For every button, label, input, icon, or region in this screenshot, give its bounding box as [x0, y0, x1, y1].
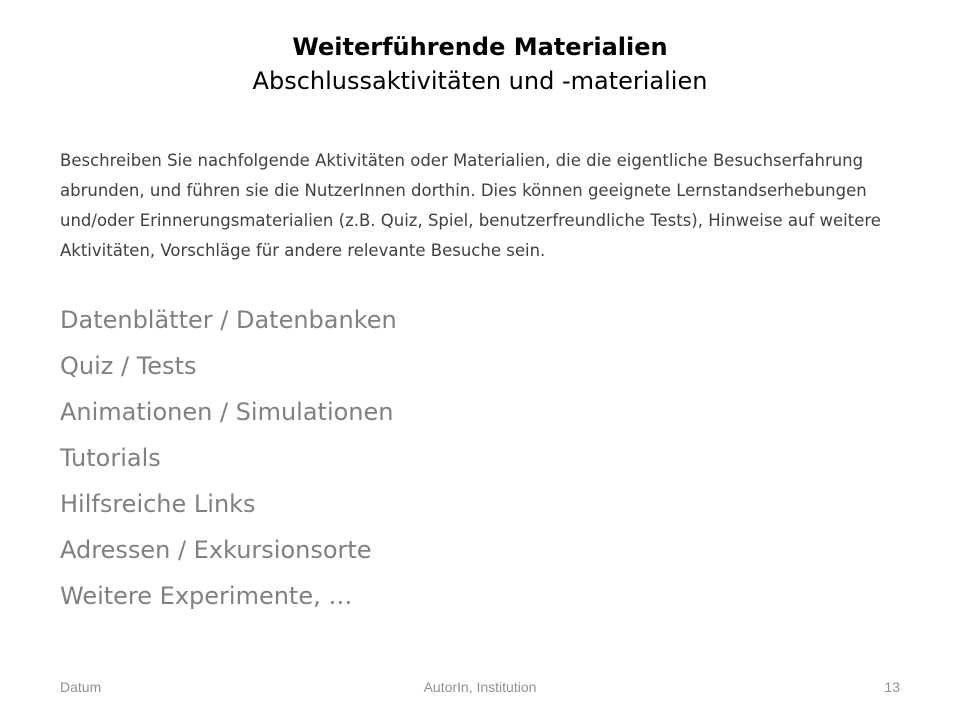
footer-author: AutorIn, Institution: [423, 679, 537, 695]
list-item: Quiz / Tests: [60, 352, 197, 380]
list-item: Tutorials: [60, 444, 161, 472]
slide-title-block: [0, 30, 960, 98]
list-item: Adressen / Exkursionsorte: [60, 536, 372, 564]
slide-title: Weiterführende Materialien: [292, 33, 668, 61]
footer-date: Datum: [60, 679, 102, 695]
slide-subtitle: Abschlussaktivitäten und -materialien: [252, 67, 708, 95]
list-item: Datenblätter / Datenbanken: [60, 306, 397, 334]
list-item: Hilfsreiche Links: [60, 490, 256, 518]
footer-page-number: 13: [884, 679, 900, 695]
slide-description: Beschreiben Sie nachfolgende Aktivitäten oder Materialien, die die eigentliche Besuchserfahrung abrunden, und führen sie die NutzerInnen dorthin. Dies können geeignete Lernstandserhebungen und/oder Erinnerungsmaterialien (z.B. Quiz, Spiel, benutzerfreundliche Tests), Hinweise auf weitere Aktivitäten, Vorschläge für andere relevante Besuche sein.: [60, 151, 881, 260]
list-item: Animationen / Simulationen: [60, 398, 394, 426]
list-item: Weitere Experimente, …: [60, 582, 353, 610]
material-list: [60, 297, 900, 619]
